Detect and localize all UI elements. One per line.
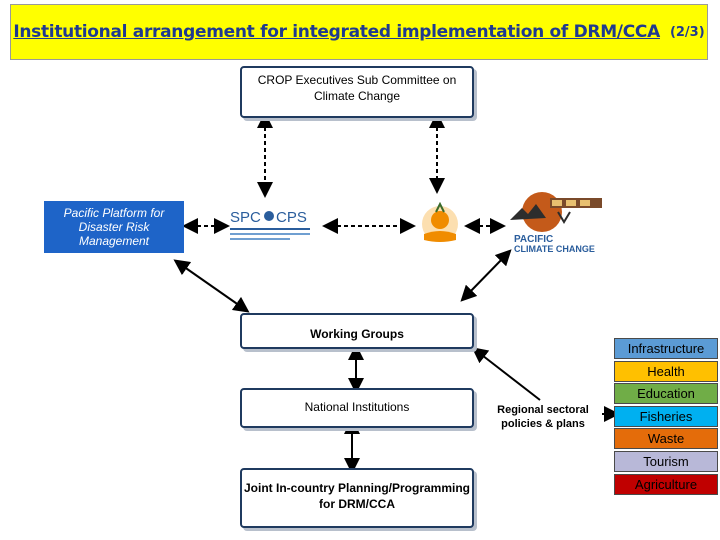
platform-to-wg-connector (180, 264, 243, 308)
sector-tourism: Tourism (614, 451, 718, 472)
sun-emblem-graphic (418, 202, 462, 246)
climate-logo-graphic (502, 190, 606, 260)
slide-title: Institutional arrangement for integrated implementation of DRM/CCA (13, 22, 660, 42)
pacific-platform-box (44, 201, 184, 253)
climate-to-wg-connector (466, 255, 506, 296)
crop-executives-label: CROP Executives Sub Committee on Climate Change (257, 73, 457, 103)
spc-logo-text-right: CPS (276, 209, 307, 226)
sector-health: Health (614, 361, 718, 382)
sector-fisheries: Fisheries (614, 406, 718, 427)
pacific-climate-change-logo (502, 190, 606, 260)
sun-palm-emblem-logo (418, 202, 462, 246)
sector-list (614, 338, 718, 496)
joint-planning-label: Joint In-country Planning/Programming for DRM/CCA (243, 481, 470, 511)
crop-executives-box (240, 66, 474, 118)
spc-logo-text-left: SPC (230, 209, 261, 226)
climate-logo-line1: PACIFIC (514, 234, 554, 245)
spc-logo-graphic (228, 202, 314, 246)
joint-planning-box (240, 468, 474, 528)
sector-education: Education (614, 383, 718, 404)
pacific-platform-label: Pacific Platform for Disaster Risk Management (63, 206, 165, 248)
climate-logo-line2: CLIMATE CHANGE (514, 244, 595, 254)
working-groups-label: Working Groups (310, 327, 404, 341)
spc-cps-logo (228, 202, 314, 246)
national-institutions-label: National Institutions (304, 400, 410, 414)
national-institutions-box (240, 388, 474, 428)
regional-to-wg-connector (478, 352, 540, 400)
regional-sectoral-policies-label: Regional sectoral policies & plans (497, 404, 589, 430)
slide-page-indicator: (2/3) (669, 24, 705, 40)
sector-infrastructure: Infrastructure (614, 338, 718, 359)
working-groups-box (240, 313, 474, 349)
sector-agriculture: Agriculture (614, 474, 718, 495)
sector-waste: Waste (614, 428, 718, 449)
